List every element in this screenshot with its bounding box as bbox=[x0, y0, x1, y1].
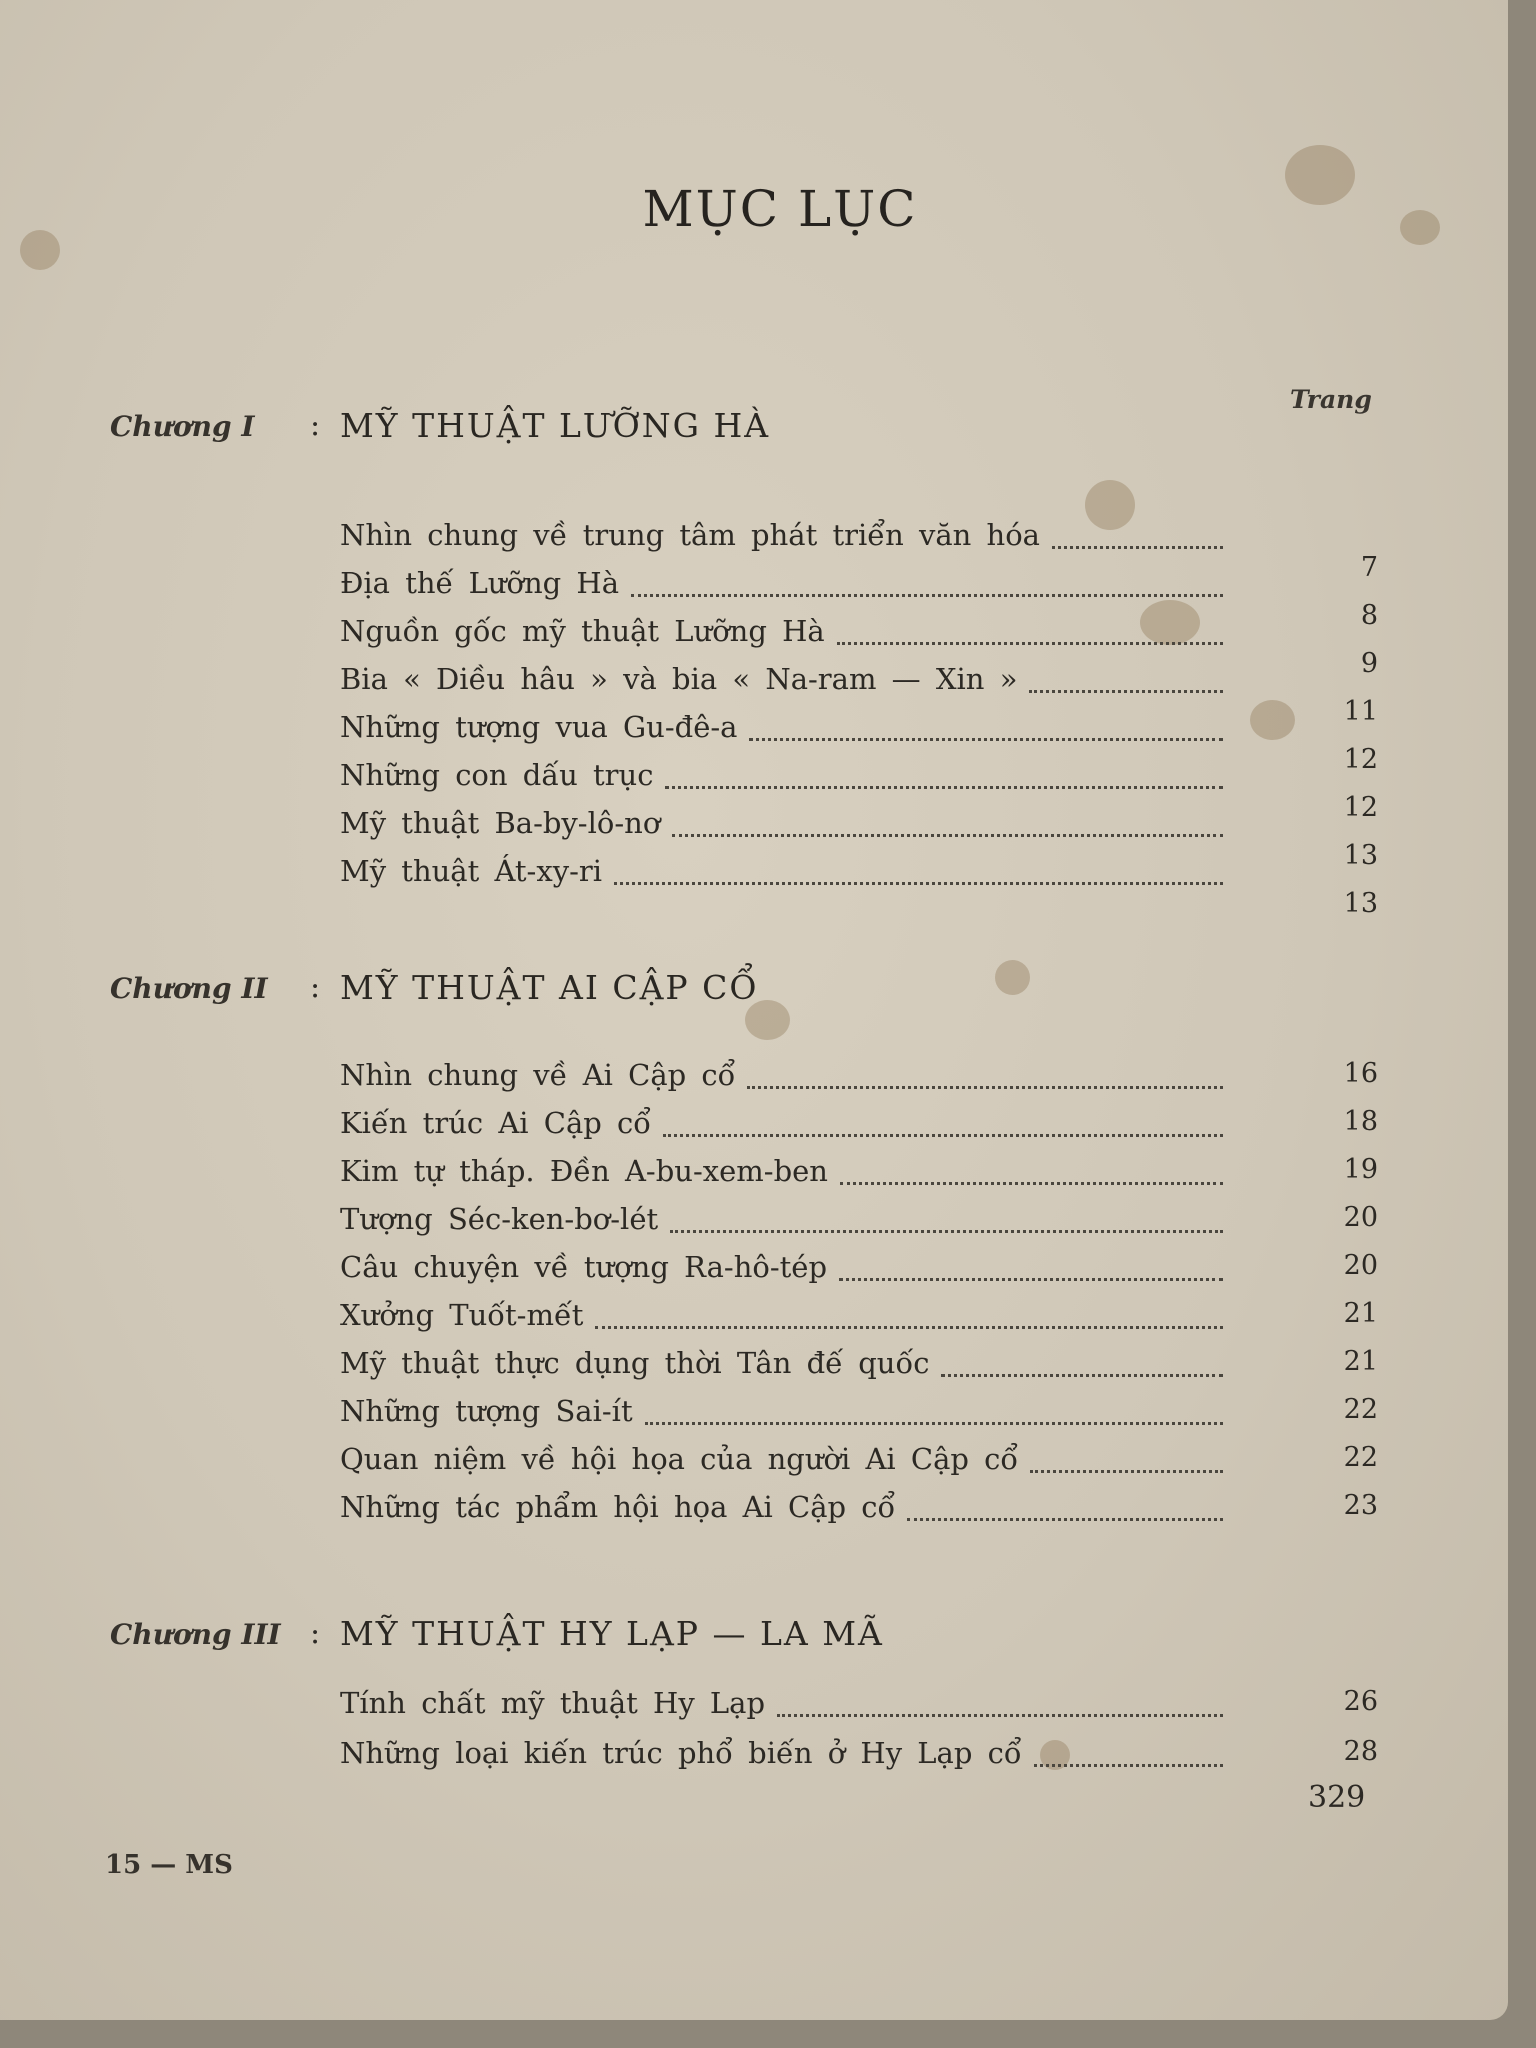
dot-leader bbox=[1029, 690, 1223, 693]
dot-leader bbox=[837, 642, 1223, 645]
entry-text: Những con dấu trục bbox=[340, 758, 654, 792]
dot-leader bbox=[1030, 1470, 1223, 1473]
chapter-heading bbox=[0, 962, 1508, 1022]
entry-page: 26 bbox=[1343, 1686, 1378, 1717]
chapter-title: MỸ THUẬT HY LẠP — LA MÃ bbox=[340, 1614, 884, 1653]
entry-text: Mỹ thuật thực dụng thời Tân đế quốc bbox=[340, 1346, 930, 1380]
toc-entry bbox=[0, 1686, 1508, 1726]
dot-leader bbox=[777, 1714, 1223, 1717]
entry-page: 13 bbox=[1343, 888, 1378, 919]
dot-leader bbox=[907, 1518, 1223, 1521]
entry-text: Những tác phẩm hội họa Ai Cập cổ bbox=[340, 1490, 896, 1524]
dot-leader bbox=[1052, 546, 1223, 549]
toc-entry bbox=[0, 1490, 1508, 1530]
entry-text: Những tượng Sai-ít bbox=[340, 1394, 633, 1428]
entry-page: 28 bbox=[1343, 1736, 1378, 1767]
entry-page: 8 bbox=[1360, 600, 1378, 631]
entry-text: Xưởng Tuốt-mết bbox=[340, 1298, 584, 1332]
dot-leader bbox=[941, 1374, 1223, 1377]
dot-leader bbox=[665, 786, 1223, 789]
dot-leader bbox=[840, 1182, 1223, 1185]
entry-text: Địa thế Lưỡng Hà bbox=[340, 566, 620, 600]
page-number: 329 bbox=[1308, 1780, 1366, 1815]
dot-leader bbox=[747, 1086, 1223, 1089]
toc-entry bbox=[0, 1058, 1508, 1098]
chapter-colon: : bbox=[310, 970, 321, 1005]
chapter-heading bbox=[0, 400, 1508, 460]
toc-entry bbox=[0, 1736, 1508, 1776]
chapter-colon: : bbox=[310, 408, 321, 443]
toc-entry bbox=[0, 854, 1508, 919]
dot-leader bbox=[663, 1134, 1223, 1137]
chapter-heading bbox=[0, 1608, 1508, 1668]
entry-text: Bia « Diều hâu » và bia « Na-ram — Xin » bbox=[340, 662, 1018, 696]
chapter-label: Chương II bbox=[110, 972, 268, 1005]
entry-text: Nhìn chung về Ai Cập cổ bbox=[340, 1058, 736, 1092]
entry-page: 20 bbox=[1343, 1250, 1378, 1281]
entry-text: Kim tự tháp. Đền A-bu-xem-ben bbox=[340, 1154, 828, 1188]
toc-entry bbox=[0, 1442, 1508, 1482]
entry-text: Quan niệm về hội họa của người Ai Cập cổ bbox=[340, 1442, 1019, 1476]
chapter-title: MỸ THUẬT AI CẬP CỔ bbox=[340, 968, 759, 1007]
page-column-header: Trang bbox=[1290, 385, 1372, 414]
dot-leader bbox=[1034, 1764, 1223, 1767]
toc-entry bbox=[0, 1394, 1508, 1434]
entry-page: 11 bbox=[1343, 696, 1378, 727]
dot-leader bbox=[672, 834, 1223, 837]
entry-text: Câu chuyện về tượng Ra-hô-tép bbox=[340, 1250, 828, 1284]
dot-leader bbox=[670, 1230, 1223, 1233]
toc-entry bbox=[0, 1346, 1508, 1386]
dot-leader bbox=[645, 1422, 1223, 1425]
chapter-label: Chương I bbox=[110, 410, 255, 443]
entry-text: Mỹ thuật Át-xy-ri bbox=[340, 854, 603, 888]
entry-page: 21 bbox=[1343, 1346, 1378, 1377]
entry-text: Tính chất mỹ thuật Hy Lạp bbox=[340, 1686, 766, 1720]
chapter-label: Chương III bbox=[110, 1618, 281, 1651]
entry-page: 22 bbox=[1343, 1394, 1378, 1425]
printer-signature: 15 — MS bbox=[105, 1850, 233, 1880]
toc-entry bbox=[0, 1106, 1508, 1146]
dot-leader bbox=[749, 738, 1223, 741]
dot-leader bbox=[595, 1326, 1223, 1329]
dot-leader bbox=[839, 1278, 1223, 1281]
entry-page: 19 bbox=[1343, 1154, 1378, 1185]
chapter-colon: : bbox=[310, 1616, 321, 1651]
entry-page: 12 bbox=[1343, 744, 1378, 775]
entry-page: 22 bbox=[1343, 1442, 1378, 1473]
entry-page: 18 bbox=[1343, 1106, 1378, 1137]
entry-page: 13 bbox=[1343, 840, 1378, 871]
dot-leader bbox=[614, 882, 1223, 885]
toc-entry bbox=[0, 1250, 1508, 1290]
entry-text: Mỹ thuật Ba-by-lô-nơ bbox=[340, 806, 661, 840]
entry-text: Tượng Séc-ken-bơ-lét bbox=[340, 1202, 659, 1236]
entry-page: 9 bbox=[1360, 648, 1378, 679]
chapter-title: MỸ THUẬT LƯỠNG HÀ bbox=[340, 406, 771, 445]
toc-entry bbox=[0, 1202, 1508, 1242]
entry-page: 23 bbox=[1343, 1490, 1378, 1521]
entry-text: Kiến trúc Ai Cập cổ bbox=[340, 1106, 652, 1140]
page-title: MỤC LỤC bbox=[642, 180, 918, 238]
entry-page: 7 bbox=[1360, 552, 1378, 583]
entry-page: 21 bbox=[1343, 1298, 1378, 1329]
entry-page: 16 bbox=[1343, 1058, 1378, 1089]
entry-text: Nguồn gốc mỹ thuật Lưỡng Hà bbox=[340, 614, 825, 648]
toc-entry bbox=[0, 1298, 1508, 1338]
dot-leader bbox=[631, 594, 1223, 597]
entry-text: Nhìn chung về trung tâm phát triển văn hóa bbox=[340, 518, 1040, 552]
entry-text: Những tượng vua Gu-đê-a bbox=[340, 710, 738, 744]
entry-text: Những loại kiến trúc phổ biến ở Hy Lạp cổ bbox=[340, 1736, 1022, 1770]
toc-entry bbox=[0, 1154, 1508, 1194]
entry-page: 20 bbox=[1343, 1202, 1378, 1233]
entry-page: 12 bbox=[1343, 792, 1378, 823]
